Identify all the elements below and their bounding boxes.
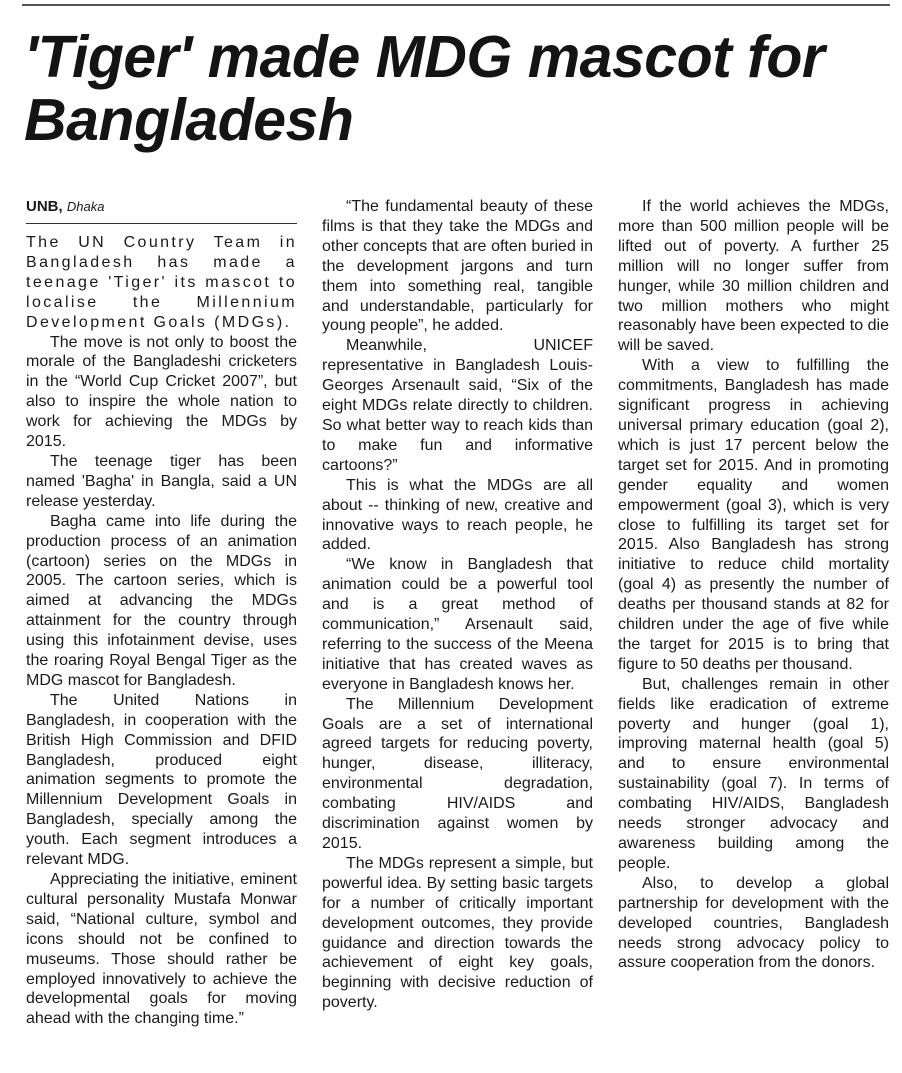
paragraph: The Millennium Development Goals are a set of international agreed targets for reducing poverty, hunger, disease, illiteracy, environmental degradation, combating HIV/AIDS and discrimination against women by 2015. [322, 695, 593, 852]
paragraph: The move is not only to boost the morale of the Bangladeshi cricketers in the “World Cup Cricket 2007”, but also to inspire the whole nation to work for achieving the MDGs by 2015. [26, 333, 297, 451]
column-1 [26, 197, 297, 1029]
paragraph: “The fundamental beauty of these films is that they take the MDGs and other concepts that are often buried in the development jargons and turn them into something real, tangible and understandable, particularly for young people”, he added. [322, 198, 593, 335]
paragraph: “We know in Bangladesh that animation could be a powerful tool and is a great method of communication,” Arsenault said, referring to the success of the Meena initiative that has created waves as everyone in Bangladesh knows her. [322, 556, 593, 693]
byline [26, 197, 297, 224]
paragraph: Also, to develop a global partnership for development with the developed countries, Bangladesh needs strong advocacy policy to assure cooperation from the donors. [618, 874, 889, 972]
byline-city: Dhaka [66, 199, 105, 214]
byline-agency: UNB, [26, 198, 63, 215]
paragraph: Bagha came into life during the production process of an animation (cartoon) series on the MDGs in 2005. The cartoon series, which is aimed at advancing the MDGs attainment for the country through using this infotainment devise, uses the roaring Royal Bengal Tiger as the MDG mascot for Bangladesh. [26, 512, 297, 689]
paragraph: The United Nations in Bangladesh, in cooperation with the British High Commission and DFID Bangladesh, produced eight animation segments to promote the Millennium Development Goals in Bangladesh, specially among the youth. Each segment introduces a relevant MDG. [26, 691, 297, 869]
article-body [26, 197, 890, 1067]
headline: 'Tiger' made MDG mascot for Bangladesh [24, 24, 825, 153]
paragraph: This is what the MDGs are all about -- thinking of new, creative and innovative ways to reach people, he added. [322, 476, 593, 554]
paragraph: The MDGs represent a simple, but powerful idea. By setting basic targets for a number of critically important development outcomes, they provide guidance and direction towards the achievement of eight key goals, beginning with decisive reduction of poverty. [322, 854, 593, 1012]
top-rule [22, 4, 890, 6]
paragraph: Meanwhile, UNICEF representative in Bangladesh Louis-Georges Arsenault said, “Six of the eight MDGs relate directly to children. So what better way to reach kids than to make fun and informative cartoons?” [322, 337, 593, 474]
paragraph: But, challenges remain in other fields like eradication of extreme poverty and hunger (goal 1), improving maternal health (goal 5) and to ensure environmental sustainability (goal 7). In terms of combating HIV/AIDS, Bangladesh needs stronger advocacy and awareness building among the people. [618, 675, 889, 872]
column-2 [322, 197, 593, 1013]
paragraph: The teenage tiger has been named 'Bagha' in Bangla, said a UN release yesterday. [26, 452, 297, 510]
column-3 [618, 197, 889, 973]
paragraph: Appreciating the initiative, eminent cultural personality Mustafa Monwar said, “National culture, symbol and icons should not be confined to museums. Those should rather be employed innovatively to achieve the developmental goals for moving ahead with the changing time.” [26, 871, 297, 1028]
paragraph: The UN Country Team in Bangladesh has made a teenage 'Tiger' its mascot to localise the Millennium Development Goals (MDGs). [26, 234, 297, 331]
paragraph: If the world achieves the MDGs, more than 500 million people will be lifted out of poverty. A further 25 million will no longer suffer from hunger, while 30 million children and two million mothers who might reasonably have been expected to die will be saved. [618, 198, 889, 355]
paragraph: With a view to fulfilling the commitments, Bangladesh has made significant progress in achieving universal primary education (goal 2), which is just 17 percent below the target set for 2015. And in promoting gender equality and women empowerment (goal 3), which is very close to fulfilling its target set for 2015. Also Bangladesh has strong initiative to reduce child mortality (goal 4) as presently the number of deaths per thousand stands at 82 for children under the age of five while the target for 2015 is to bring that figure to 50 deaths per thousand. [618, 357, 889, 673]
